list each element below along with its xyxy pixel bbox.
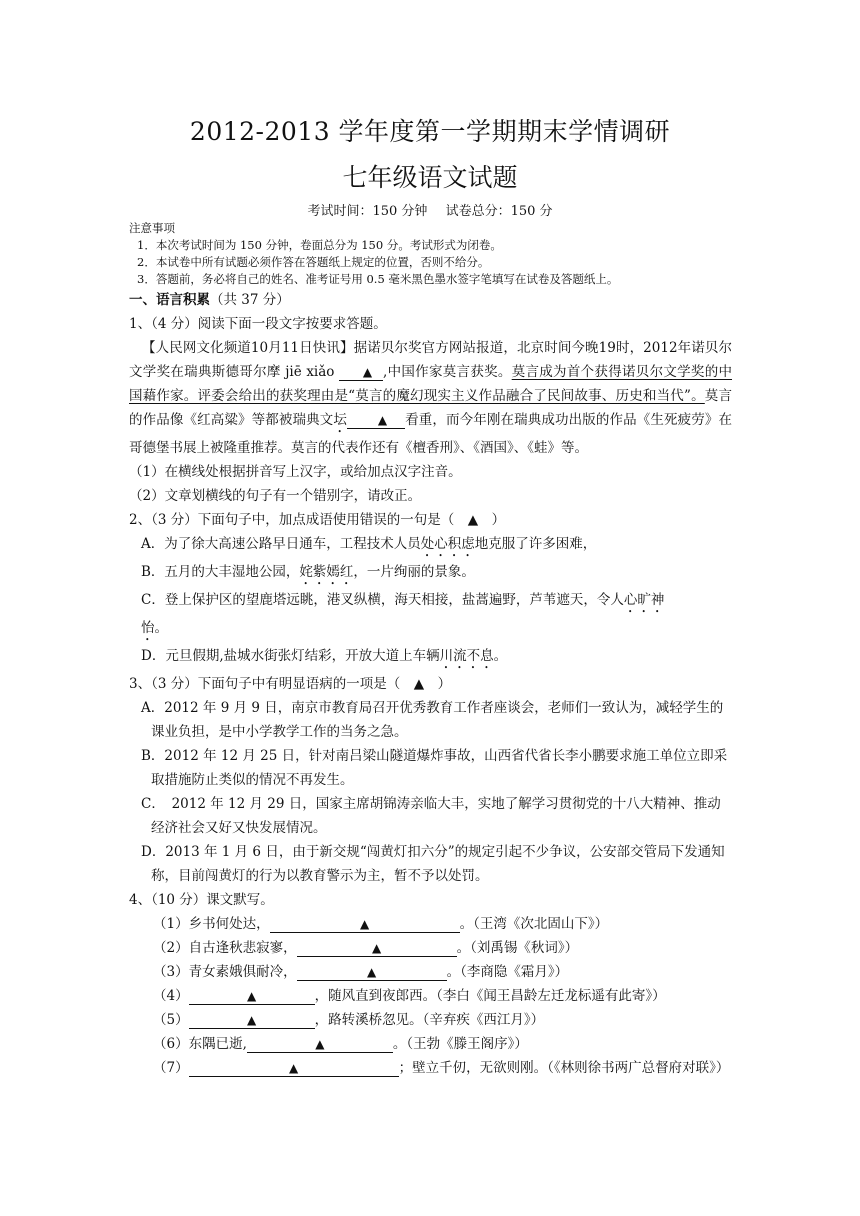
dotted-idiom: 怡 bbox=[141, 620, 155, 636]
answer-blank: ▲ bbox=[297, 940, 457, 957]
question-2-option-a: A．为了徐大高速公路早日通车，工程技术人员处心积虑地克服了许多困难， bbox=[141, 536, 597, 552]
exam-meta bbox=[0, 200, 860, 219]
exam-subtitle: 七年级语文试题 bbox=[342, 163, 518, 192]
recite-item: （5） ▲ ，路转溪桥忽见。（辛弃疾《西江月》） bbox=[153, 1012, 545, 1028]
question-4-stem: 4、（10 分）课文默写。 bbox=[129, 892, 274, 908]
question-1-passage bbox=[129, 336, 732, 460]
answer-blank: ▲ bbox=[247, 1036, 393, 1053]
dotted-idiom: 姹紫嫣红 bbox=[299, 564, 354, 580]
underlined-sentence: 莫言成为首个获得诺贝尔文学奖的中国藉作家。评委会给出的获奖理由是“莫言的魔幻现实主义作品融合了民间故事、历史和当代”。 bbox=[129, 364, 733, 404]
question-3-option-c: C． 2012 年 12 月 29 日，国家主席胡锦涛亲临大丰，实地了解学习贯彻党的十八大精神、推动经济社会又好又快发展情况。 bbox=[141, 796, 721, 836]
exam-time: 考试时间：150 分钟 bbox=[307, 204, 428, 219]
question-3-option-a: A．2012 年 9 月 9 日，南京市教育局召开优秀教育工作者座谈会，老师们一致认为，减轻学生的课业负担，是中小学教学工作的当务之急。 bbox=[141, 700, 724, 740]
question-3-option-b: B．2012 年 12 月 25 日，针对南吕梁山隧道爆炸事故，山西省代省长李小鹏要求施工单位立即采取措施防止类似的情况不再发生。 bbox=[141, 748, 728, 788]
recite-item: （7） ▲ ；壁立千仞，无欲则刚。（《林则徐书两广总督府对联》） bbox=[153, 1060, 730, 1076]
answer-blank: ▲ bbox=[347, 412, 405, 429]
recite-item: （6）东隅已逝, ▲ 。（王勃《滕王阁序》） bbox=[153, 1036, 528, 1052]
total-score: 试卷总分：150 分 bbox=[445, 204, 553, 219]
question-3-option-d: D．2013 年 1 月 6 日，由于新交规“闯黄灯扣六分”的规定引起不少争议，公安部交管局下发通知称，目前闯黄灯的行为以教育警示为主，暂不予以处罚。 bbox=[141, 844, 725, 884]
exam-title: 2012-2013 学年度第一学期期末学情调研 bbox=[189, 117, 671, 146]
question-2-option-c: C．登上保护区的望鹿塔远眺，港叉纵横，海天相接，盐蒿遍野，芦苇遮天，令人心旷神 怡。 bbox=[141, 592, 665, 636]
recite-item: （3）青女素娥俱耐冷， ▲ 。（李商隐《霜月》） bbox=[153, 964, 569, 980]
section-title: 一、语言积累 bbox=[129, 292, 210, 308]
notes-heading: 注意事项 bbox=[129, 221, 175, 235]
answer-blank: ▲ bbox=[339, 364, 383, 381]
answer-blank: ▲ bbox=[189, 1060, 399, 1077]
question-1-stem: 1、（4 分）阅读下面一段文字按要求答题。 bbox=[129, 316, 387, 332]
answer-blank: ▲ bbox=[189, 988, 315, 1005]
passage-text: ,中国作家莫言获奖。 bbox=[383, 364, 512, 380]
note-item: 2．本试卷中所有试题必须作答在答题纸上规定的位置，否则不给分。 bbox=[137, 255, 490, 269]
question-2-option-d: D．元旦假期,盐城水街张灯结彩，开放大道上车辆川流不息。 bbox=[141, 648, 508, 664]
question-1-sub-2: （2）文章划横线的句子有一个错别字，请改正。 bbox=[129, 488, 422, 504]
question-3-stem: 3、（3 分）下面句子中有明显语病的一项是（ ▲ ） bbox=[129, 676, 452, 692]
section-score: （共 37 分） bbox=[210, 292, 290, 308]
notes-block bbox=[129, 220, 749, 288]
dotted-idiom: 心旷神 bbox=[623, 592, 665, 608]
passage-text: 看重，而今年刚在瑞典成功出版的作品《生死疲劳》在哥德堡书展上被隆重推荐。莫言的代表作还有《檀香刑》、《酒国》、《蛙》等。 bbox=[129, 412, 732, 456]
answer-blank: ▲ bbox=[270, 916, 460, 933]
question-2-option-b: B．五月的大丰湿地公园，姹紫嫣红，一片绚丽的景象。 bbox=[141, 564, 475, 580]
dotted-character: 坛 bbox=[333, 412, 347, 428]
recite-item: （1）乡书何处达， ▲ 。（王湾《次北固山下》） bbox=[153, 916, 609, 932]
note-item: 1．本次考试时间为 150 分钟，卷面总分为 150 分。考试形式为闭卷。 bbox=[137, 238, 502, 252]
dotted-idiom: 处心积虑 bbox=[420, 536, 475, 552]
question-2-stem: 2、（3 分）下面句子中，加点成语使用错误的一句是（ ▲ ） bbox=[129, 512, 506, 528]
note-item: 3．答题前，务必将自己的姓名、准考证号用 0.5 毫米黑色墨水签字笔填写在试卷及答题纸上。 bbox=[137, 272, 619, 286]
answer-blank: ▲ bbox=[297, 964, 447, 981]
recite-item: （4） ▲ ，随风直到夜郎西。（李白《闻王昌龄左迁龙标遥有此寄》） bbox=[153, 988, 666, 1004]
exam-body bbox=[129, 288, 732, 1080]
section-heading bbox=[129, 288, 732, 312]
dotted-idiom: 川流不息 bbox=[439, 648, 494, 664]
passage-text: 莫言的作品像《红高粱》等都被瑞典文 bbox=[129, 388, 732, 428]
answer-blank: ▲ bbox=[189, 1012, 315, 1029]
question-1-sub-1: （1）在横线处根据拼音写上汉字，或给加点汉字注音。 bbox=[129, 464, 462, 480]
passage-text: 【人民网文化频道10月11日快讯】据诺贝尔奖官方网站报道，北京时间今晚19时，2012年诺贝尔文学奖在瑞典斯德哥尔摩 jiē xiǎo bbox=[129, 340, 732, 380]
recite-item: （2）自古逢秋悲寂寥， ▲ 。（刘禹锡《秋词》） bbox=[153, 940, 579, 956]
